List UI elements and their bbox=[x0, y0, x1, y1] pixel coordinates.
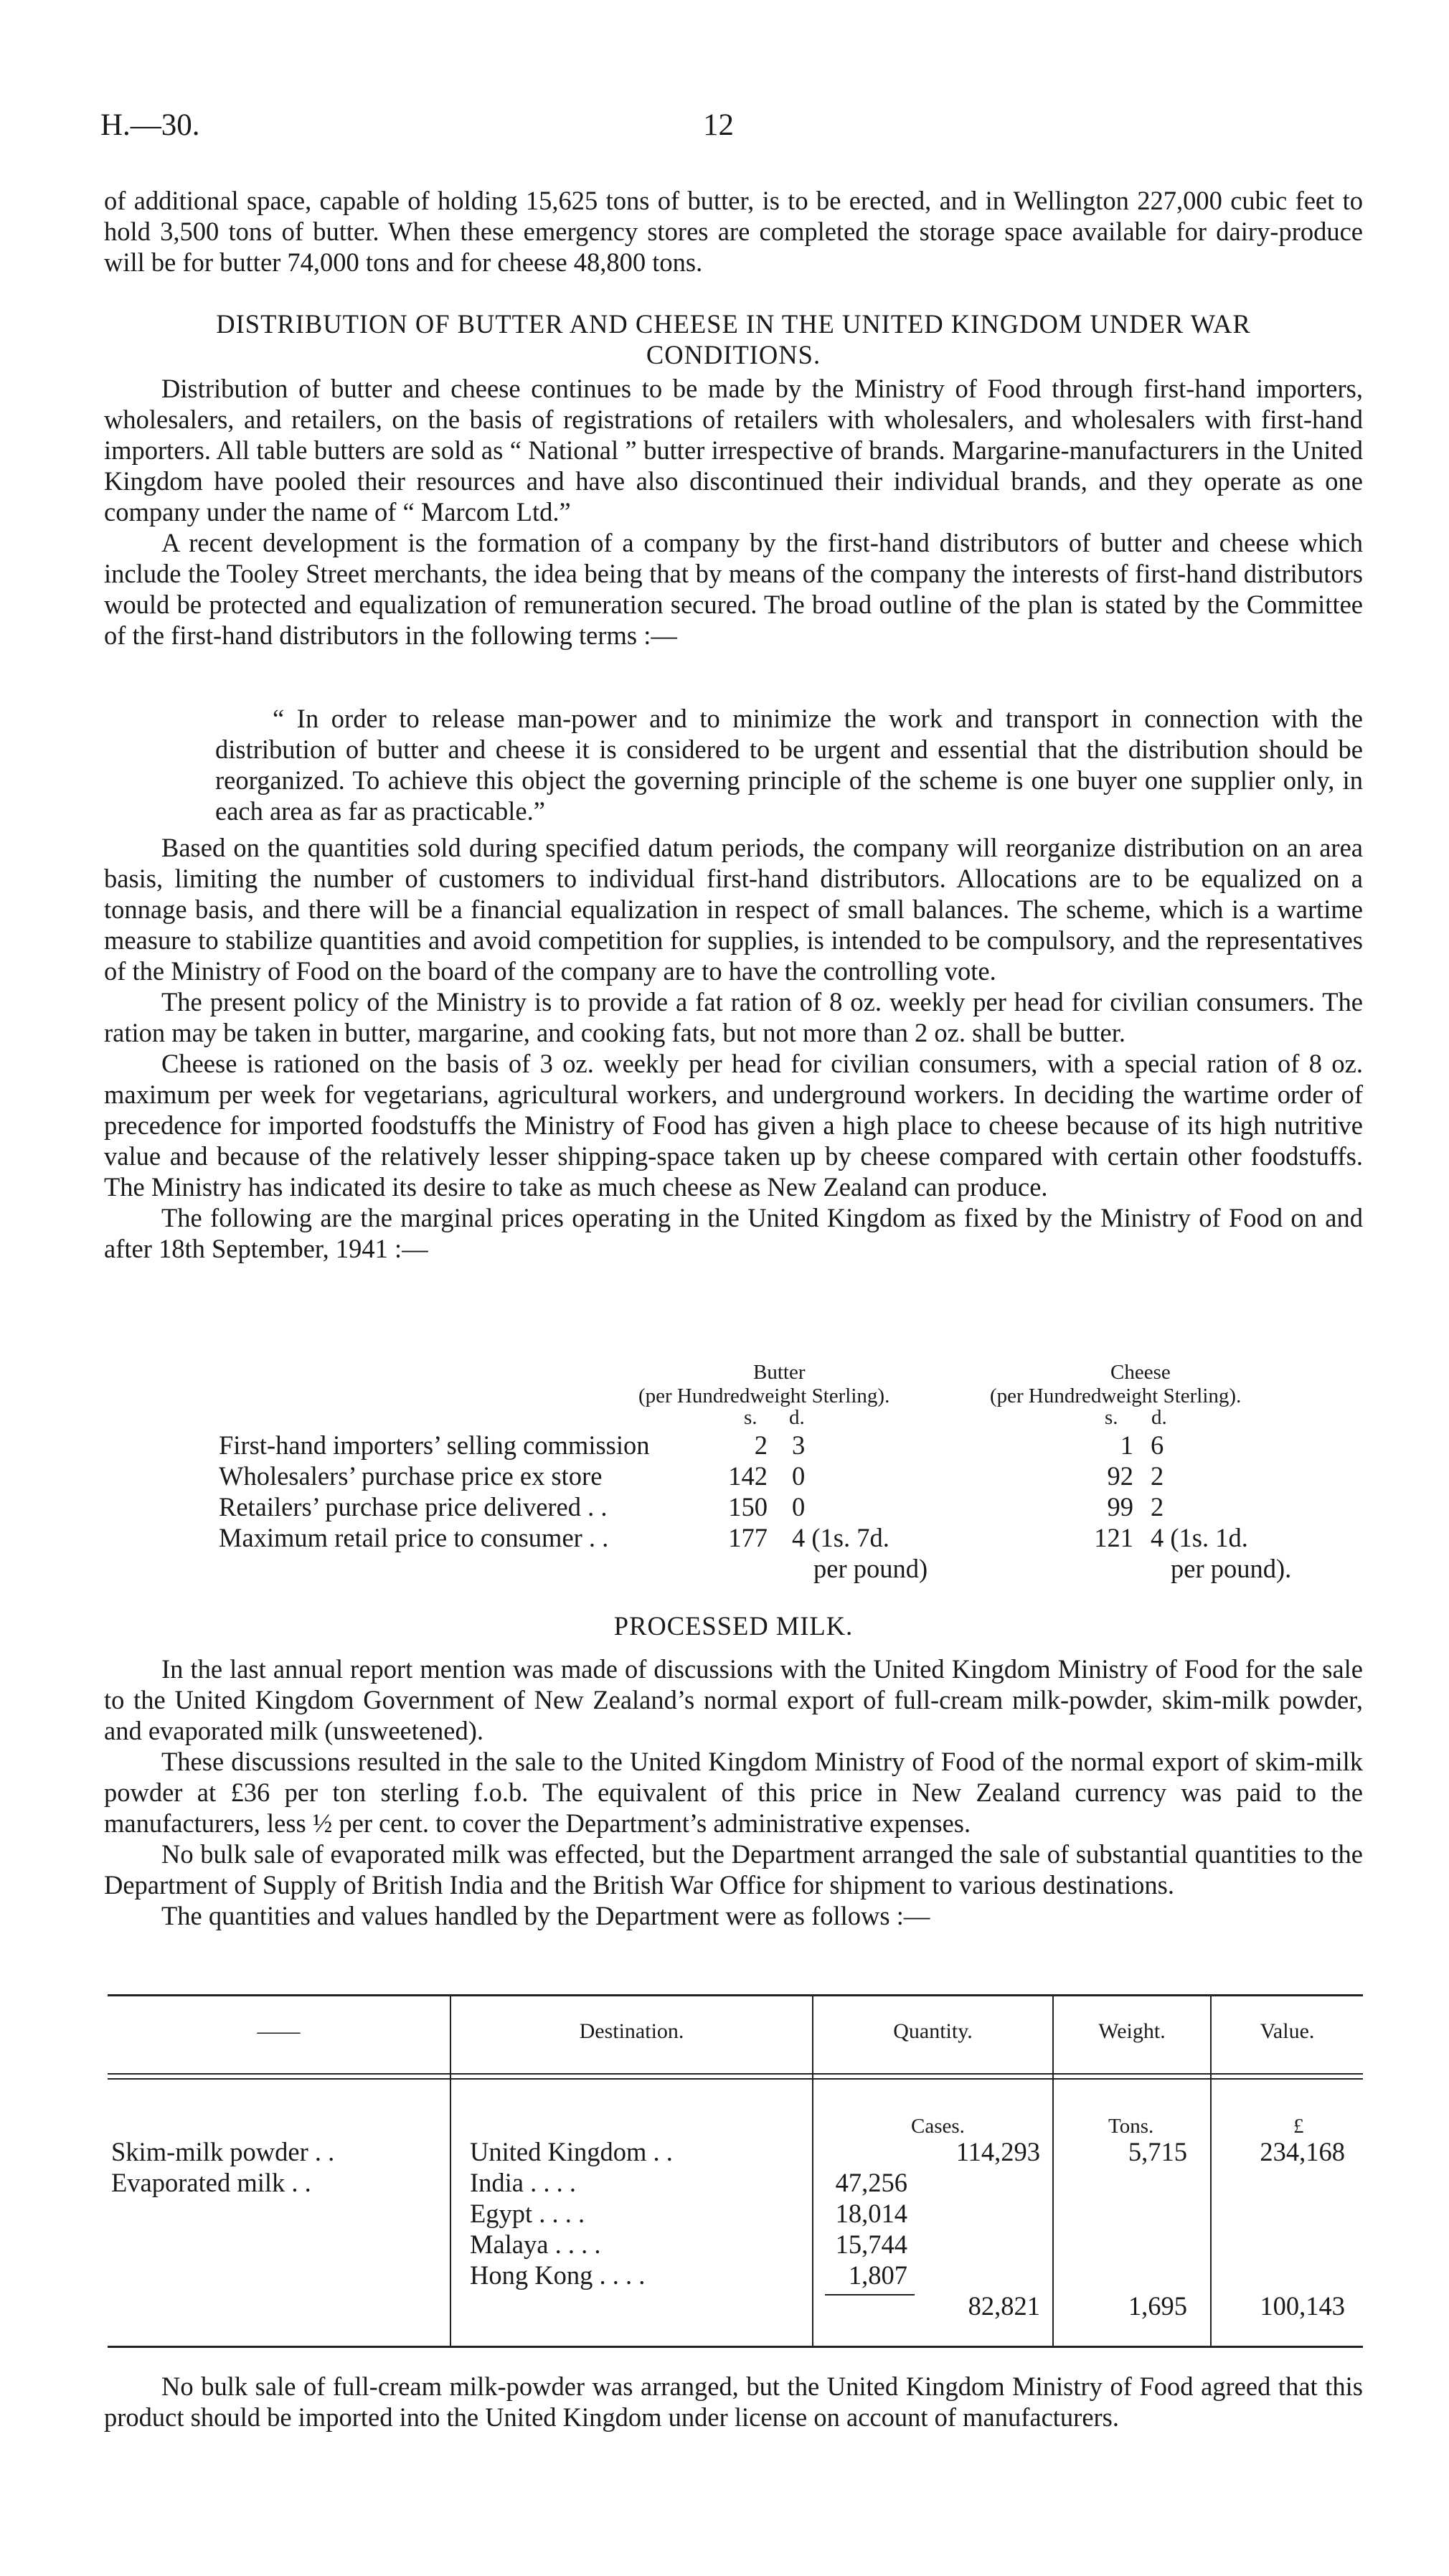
skim-quantity: 114,293 bbox=[955, 2137, 1040, 2166]
distribution-paragraph-6: The following are the marginal prices operating in the United Kingdom as fixed by the Ministry of Food on and after 18th September, 1941 :— bbox=[104, 1203, 1363, 1263]
distribution-paragraph-5: Cheese is rationed on the basis of 3 oz. weekly per head for civilian consumers, with a special ration of 8 oz. maximum per week for vegetarians, agricultural workers, and underground workers. In deciding the wartime order of precedence for imported foodstuffs the Ministry of Food has given a high place to cheese because of its high nutritive value and because of the relatively lesser shipping-space taken up by cheese compared with certain other foodstuffs. The Ministry has indicated its desire to take as much cheese as New Zealand can produce. bbox=[104, 1049, 1363, 1202]
price-row-label: Retailers’ purchase price delivered . . bbox=[219, 1492, 608, 1521]
distribution-paragraph-1: Distribution of butter and cheese continues to be made by the Ministry of Food through first-hand importers, wholesalers, and retailers, on the basis of registrations of retailers with wholesalers, and wholesalers with first-hand importers. All table butters are sold as “ National ” butter irrespective of brands. Margarine-manufacturers in the United Kingdom have pooled their resources and have also discontinued their individual brands, and they operate as one company under the name of “ Marcom Ltd.” bbox=[104, 374, 1363, 527]
cheese-pence: 4 (1s. 1d. bbox=[1151, 1523, 1248, 1552]
evaporated-egypt-quantity: 18,014 bbox=[835, 2199, 907, 2228]
skim-value: 234,168 bbox=[1260, 2137, 1345, 2166]
evaporated-total-weight: 1,695 bbox=[1128, 2291, 1187, 2321]
butter-shillings: 2 bbox=[754, 1430, 768, 1460]
closing-paragraph: No bulk sale of full-cream milk-powder was arranged, but the United Kingdom Ministry of Food agreed that this product should be imported into the United Kingdom under license on account of manufacturers. bbox=[104, 2372, 1363, 2432]
cheese-per-pound: per pound). bbox=[1171, 1554, 1292, 1583]
distribution-body-continued bbox=[104, 832, 1363, 1264]
cheese-d-head: d. bbox=[1151, 1406, 1167, 1429]
weight-unit: Tons. bbox=[1108, 2115, 1154, 2138]
distribution-paragraph-4: The present policy of the Ministry is to provide a fat ration of 8 oz. weekly per head for civilian consumers. The ration may be taken in butter, margarine, and cooking fats, but not more than 2 oz. shall be butter. bbox=[104, 987, 1363, 1047]
table-top-rule bbox=[108, 1994, 1363, 1996]
destination-egypt: Egypt . . . . bbox=[470, 2199, 585, 2228]
price-row-label: Wholesalers’ purchase price ex store bbox=[219, 1461, 603, 1491]
butter-header: Butter bbox=[753, 1361, 806, 1384]
butter-unit: (per Hundredweight Sterling). bbox=[638, 1384, 890, 1407]
distribution-paragraph-2: A recent development is the formation of a company by the first-hand distributors of butter and cheese which include the Tooley Street merchants, the idea being that by means of the company the interests of first-hand distributors would be protected and equalization of remuneration secured. The broad outline of the plan is stated by the Committee of the first-hand distributors in the following terms :— bbox=[104, 528, 1363, 650]
value-unit: £ bbox=[1293, 2115, 1304, 2138]
processed-milk-heading: PROCESSED MILK. bbox=[613, 1611, 854, 1641]
butter-shillings: 150 bbox=[728, 1492, 768, 1521]
quantity-column-header: Quantity. bbox=[893, 2019, 973, 2043]
evaporated-malaya-quantity: 15,744 bbox=[835, 2230, 907, 2259]
table-header-rule-2 bbox=[108, 2078, 1363, 2080]
column-divider bbox=[1052, 1994, 1054, 2346]
intro-paragraph: of additional space, capable of holding 15,625 tons of butter, is to be erected, and in Wellington 227,000 cubic feet to hold 3,500 tons of butter. When these emergency stores are completed the storage space available for dairy-produce will be for butter 74,000 tons and for cheese 48,800 tons. bbox=[104, 186, 1363, 277]
price-row-label: First-hand importers’ selling commission bbox=[219, 1430, 650, 1460]
distribution-heading: DISTRIBUTION OF BUTTER AND CHEESE IN THE UNITED KINGDOM UNDER WAR CONDITIONS. bbox=[216, 309, 1251, 369]
column-divider bbox=[812, 1994, 813, 2346]
distribution-body bbox=[104, 373, 1363, 651]
butter-pence: 0 bbox=[792, 1492, 806, 1521]
butter-per-pound: per pound) bbox=[813, 1554, 928, 1583]
destination-hong-kong: Hong Kong . . . . bbox=[470, 2260, 646, 2290]
column-divider bbox=[450, 1994, 451, 2346]
butter-pence: 0 bbox=[792, 1461, 806, 1491]
cheese-pence: 6 bbox=[1151, 1430, 1164, 1460]
processed-milk-paragraph-2: These discussions resulted in the sale to the United Kingdom Ministry of Food of the normal export of skim-milk powder at £36 per ton sterling f.o.b. The equivalent of this price in New Zealand currency was paid to the manufacturers, less ½ per cent. to cover the Department’s administrative expenses. bbox=[104, 1747, 1363, 1838]
butter-shillings: 177 bbox=[728, 1523, 768, 1552]
price-row-label: Maximum retail price to consumer . . bbox=[219, 1523, 609, 1552]
evaporated-total-quantity: 82,821 bbox=[968, 2291, 1040, 2321]
processed-milk-paragraph-1: In the last annual report mention was made of discussions with the United Kingdom Ministry of Food for the sale to the United Kingdom Government of New Zealand’s normal export of full-cream milk-powder, skim-milk powder, and evaporated milk (unsweetened). bbox=[104, 1654, 1363, 1745]
processed-milk-paragraph-3: No bulk sale of evaporated milk was effected, but the Department arranged the sale of substantial quantities to the Department of Supply of British India and the British War Office for shipment to various destinations. bbox=[104, 1839, 1363, 1900]
cheese-unit: (per Hundredweight Sterling). bbox=[990, 1384, 1242, 1407]
destination-malaya: Malaya . . . . bbox=[470, 2230, 601, 2259]
quantity-unit: Cases. bbox=[911, 2115, 965, 2138]
cheese-s-head: s. bbox=[1105, 1406, 1118, 1429]
evaporated-hong-kong-quantity: 1,807 bbox=[848, 2260, 907, 2290]
skim-weight: 5,715 bbox=[1128, 2137, 1187, 2166]
destination-india: India . . . . bbox=[470, 2168, 576, 2197]
table-header-rule bbox=[108, 2073, 1363, 2075]
butter-pence: 3 bbox=[792, 1430, 806, 1460]
butter-s-head: s. bbox=[744, 1406, 757, 1429]
product-evaporated-milk: Evaporated milk . . bbox=[111, 2168, 311, 2197]
subtotal-rule bbox=[825, 2294, 915, 2296]
product-column-header: —— bbox=[257, 2019, 301, 2043]
cheese-shillings: 99 bbox=[1107, 1492, 1133, 1521]
distribution-paragraph-3: Based on the quantities sold during specified datum periods, the company will reorganize distribution on an area basis, limiting the number of customers to individual first-hand distributors. Allocations are to be equalized on a tonnage basis, and there will be a financial equalization in respect of small balances. The scheme, which is a wartime measure to stabilize quantities and avoid competition for supplies, is intended to be compulsory, and the representatives of the Ministry of Food on the board of the company are to have the controlling vote. bbox=[104, 833, 1363, 986]
butter-d-head: d. bbox=[789, 1406, 805, 1429]
butter-pence: 4 (1s. 7d. bbox=[792, 1523, 889, 1552]
page-number: 12 bbox=[703, 108, 734, 142]
cheese-shillings: 1 bbox=[1120, 1430, 1133, 1460]
butter-shillings: 142 bbox=[728, 1461, 768, 1491]
destination-united-kingdom: United Kingdom . . bbox=[470, 2137, 673, 2166]
processed-milk-body bbox=[104, 1653, 1363, 1931]
product-skim-milk-powder: Skim-milk powder . . bbox=[111, 2137, 335, 2166]
cheese-pence: 2 bbox=[1151, 1492, 1164, 1521]
value-column-header: Value. bbox=[1260, 2019, 1315, 2043]
document-reference: H.—30. bbox=[100, 108, 200, 142]
destination-column-header: Destination. bbox=[579, 2019, 684, 2043]
processed-milk-paragraph-4: The quantities and values handled by the Department were as follows :— bbox=[161, 1901, 930, 1930]
committee-quote: “ In order to release man-power and to minimize the work and transport in connection with the distribution of butter and cheese it is considered to be urgent and essential that the distribution should be reorganized. To achieve this object the governing principle of the scheme is one buyer one supplier only, in each area as far as practicable.” bbox=[215, 704, 1363, 826]
table-bottom-rule bbox=[108, 2346, 1363, 2348]
evaporated-total-value: 100,143 bbox=[1260, 2291, 1345, 2321]
cheese-shillings: 92 bbox=[1107, 1461, 1133, 1491]
cheese-header: Cheese bbox=[1110, 1361, 1171, 1384]
cheese-shillings: 121 bbox=[1094, 1523, 1133, 1552]
evaporated-india-quantity: 47,256 bbox=[835, 2168, 907, 2197]
cheese-pence: 2 bbox=[1151, 1461, 1164, 1491]
column-divider bbox=[1210, 1994, 1212, 2346]
weight-column-header: Weight. bbox=[1098, 2019, 1166, 2043]
